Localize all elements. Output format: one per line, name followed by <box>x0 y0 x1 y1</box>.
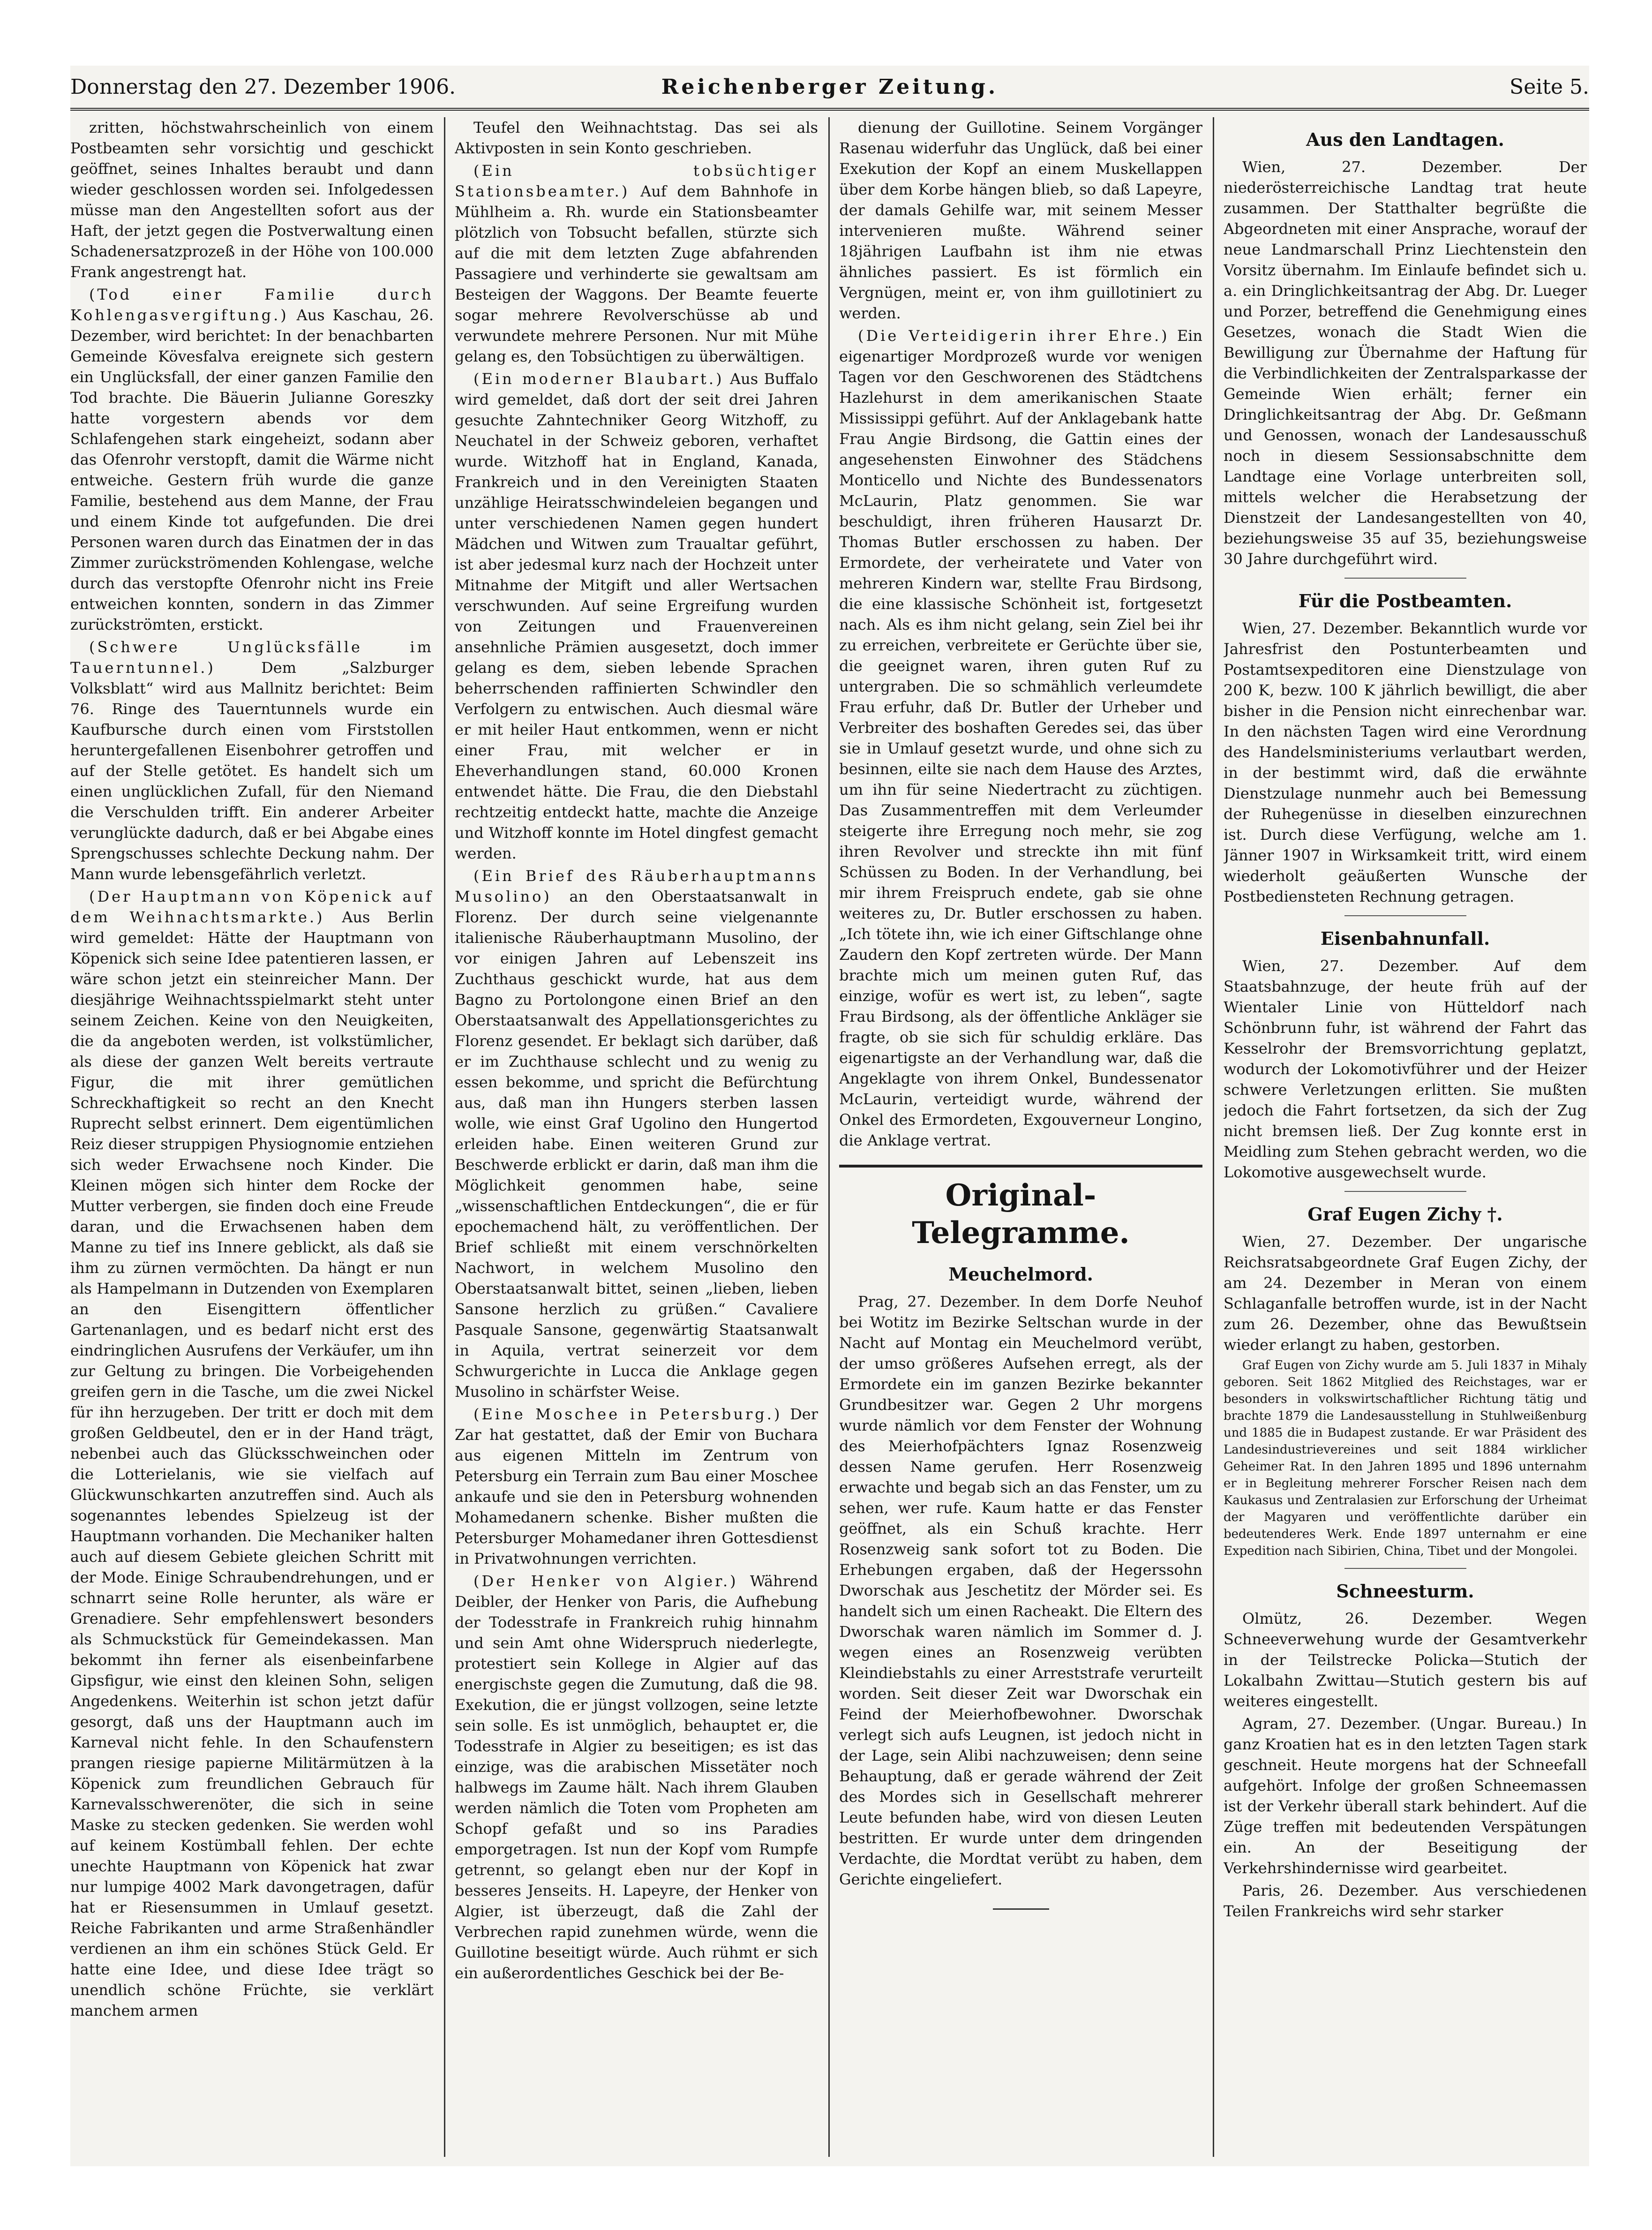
page-header <box>70 66 1589 111</box>
article-heading: (Ein Brief des Räuberhauptmanns Musolino) <box>455 867 818 905</box>
article-paragraph <box>70 284 434 635</box>
article-paragraph <box>839 325 1202 1151</box>
article-paragraph <box>70 886 434 2021</box>
section-divider <box>1344 578 1466 579</box>
article-paragraph: Wien, 27. Dezember. Der ungarische Reichsratsabgeordnete Graf Eugen Zichy, der am 24. Dezember in Meran von einem Schlaganfalle betroffen wurde, ist in der Nacht zum 26. Dezember, ohne das Bewußtsein wieder erlangt zu haben, gestorben. <box>1224 1233 1587 1354</box>
end-rule <box>993 1908 1049 1910</box>
section-heading: Graf Eugen Zichy †. <box>1307 1204 1503 1225</box>
column-divider <box>1213 117 1214 2157</box>
article-paragraph: Paris, 26. Dezember. Aus verschiedenen Teilen Frankreichs wird sehr starker <box>1224 1882 1587 1920</box>
article-paragraph: dienung der Guillotine. Seinem Vorgänger Rasenau widerfuhr das Unglück, daß bei einer Exekution der Kopf an einem Muskellappen über dem Korbe hängen blieb, so daß Lapeyre, der damals Gehilfe war, mit seinem Messer intervenieren mußte. Während seiner 18jährigen Laufbahn ist ihm nie etwas ähnliches passiert. Es ist förmlich ein Vergnügen, meint er, von ihm guillotiniert zu werden. <box>839 119 1202 322</box>
article-paragraph: Prag, 27. Dezember. In dem Dorfe Neuhof bei Wotitz im Bezirke Seltschan wurde in der Nacht auf Montag ein Meuchelmord verübt, der umso größeres Aufsehen erregt, als der Ermordete ein im ganzen Bezirke bekannter Grundbesitzer war. Gegen 2 Uhr morgens wurde nämlich vor dem Fenster der Wohnung des Meierhofpächters Ignaz Rosenzweig dessen Name gerufen. Herr Rosenzweig erwachte und begab sich an das Fenster, um zu sehen, wer rufe. Kaum hatte er das Fenster geöffnet, als ein Schuß krachte. Herr Rosenzweig sank sofort tot zu Boden. Die Erhebungen ergaben, daß der Hegerssohn Dworschak aus Jeschetitz der Mörder sei. Es handelt sich um einen Racheakt. Die Eltern des Dworschak waren nämlich im Sommer d. J. wegen eines an Rosenzweig verübten Kleindiebstahls zu einer Arreststrafe verurteilt worden. Seit dieser Zeit war Dworschak ein Feind der Meierhofbewohner. Dworschak verlegt sich aufs Leugnen, ist jedoch nicht in der Lage, sein Alibi nachzuweisen; denn seine Behauptung, daß er gerade während der Zeit des Mordes sich in Gesellschaft mehrerer Leute befunden habe, wird von diesen Leuten bestritten. Er wurde unter dem dringenden Verdachte, die Mordtat verübt zu haben, dem Gerichte eingeliefert. <box>839 1293 1202 1888</box>
article-paragraph: Agram, 27. Dezember. (Ungar. Bureau.) In ganz Kroatien hat es in den letzten Tagen stark geschneit. Heute morgens hat der Schneefall aufgehört. Infolge der großen Schneemassen ist der Verkehr überall stark behindert. Auf die Züge treffen mit bedeutenden Verspätungen ein. An der Beseitigung der Verkehrshindernisse wird gearbeitet. <box>1224 1715 1587 1877</box>
article-paragraph: Olmütz, 26. Dezember. Wegen Schneeverwehung wurde der Gesamtverkehr in der Teilstrecke Policka—Stutich der Lokalbahn Zwittau—Stutich gestern bis auf weiteres eingestellt. <box>1224 1610 1587 1710</box>
article-text: Der Zar hat gestattet, daß der Emir von Buchara aus eigenen Mitteln im Zentrum von Petersburg ein Terrain zum Bau einer Moschee ankaufe und sie den in Petersburg wohnenden Mohamedanern schenke. Bisher mußten die Petersburger Mohamedaner ihren Gottesdienst in Privatwohnungen verrichten. <box>455 1405 818 1567</box>
section-divider <box>1344 1568 1466 1569</box>
article-text: Aus Berlin wird gemeldet: Hätte der Hauptmann von Köpenick sich seine Idee patentieren lassen, er wäre schon jetzt ein steinreicher Mann. Der diesjährige Weihnachtsspielmarkt steht unter seinem Zeichen. Keine von den Neuigkeiten, die da angeboten werden, ist volkstümlicher, als diese der ganzen Welt bereits vertraute Figur, die mit ihrer gemütlichen Schreckhaftigkeit so recht an den Knecht Ruprecht selbst erinnert. Dem eigentümlichen Reiz dieser struppigen Physiognomie entziehen sich weder Erwachsene noch Kinder. Die Kleinen mögen sich hinter dem Rocke der Mutter verbergen, sie finden doch eine Freude daran, und die Erwachsenen haben dem Manne zu tief ins Innere geblickt, als daß sie ihm zu zürnen vermöchten. Da hängt er nun als Hampelmann in Dutzenden von Exemplaren an den Eisengittern öffentlicher Gartenanlagen, und es bedarf nicht erst des eindringlichen Ausrufens der Verkäufer, um ihn zur Geltung zu bringen. Die Vorbeigehenden greifen gern in die Tasche, um die zwei Nickel für ihn herzugeben. Der tritt er doch mit dem großen Geldbeutel, den er in der Hand trägt, nebenbei auch das Glücksschweinchen oder die Lotterielanis, wie sie vielfach auf Glückwunschkarten anzutreffen sind. Auch als sogenanntes lebendes Spielzeug ist der Hauptmann vorhanden. Die Mechaniker halten auch auf diesem Gebiete gleichen Schritt mit der Mode. Einige Schraubendrehungen, und er schnarrt seine Rolle herunter, als wäre er Grenadiere. Sehr empfehlenswert besonders als Schmuckstück für Gemeindekassen. Man bekommt ihn ferner als eisenbeinfarbene Gipsfigur, wie einst den kleinen Sohn, seligen Angedenkens. Weiterhin ist schon jetzt dafür gesorgt, daß uns der Hauptmann auch im Karneval nicht fehle. In den Schaufenstern prangen riesige papierne Militärmützen à la Köpenick zum freundlichen Gebrauch für Karnevalsschwerenöter, die sich in seine Maske zu stecken gedenken. Sie werden wohl auf keinem Kostümball fehlen. Der echte unechte Hauptmann von Köpenick hat zwar nur lumpige 4002 Mark davongetragen, dafür hat er Riesensummen in Umlauf gesetzt. Reiche Fabrikanten und arme Straßenhändler verdienen an ihm ein schönes Stück Geld. Er hatte eine Idee, und diese Idee trägt so unendlich schöne Früchte, sie verklärt manchem armen <box>70 908 434 2019</box>
article-paragraph <box>455 1404 818 1569</box>
article-text: an den Oberstaatsanwalt in Florenz. Der durch seine vielgenannte italienische Räuberhauptmann Musolino, der vor einigen Jahren auf Lebenszeit ins Zuchthaus geschickt wurde, hat aus dem Bagno zu Portolongone einen Brief an den Oberstaatsanwalt des Appellationsgerichtes zu Florenz gesendet. Er beklagt sich darüber, daß er im Zuchthause schlecht und zu wenig zu essen bekomme, und spricht die Befürchtung aus, daß man ihn Hungers sterben lassen wolle, wie einst Graf Ugolino den Hungertod erleiden habe. Einen weiteren Grund zur Beschwerde erblickt er darin, daß man ihm die Möglichkeit genommen habe, seine „wissenschaftlichen Entdeckungen“, die er für epochemachend hält, zu veröffentlichen. Der Brief schließt mit einem verschnörkelten Nachwort, in welchem Musolino den Oberstaatsanwalt bittet, seinen „lieben, lieben Sansone herzlich zu grüßen.“ Cavaliere Pasquale Sansone, gegenwärtig Staatsanwalt in Aquila, vertrat seinerzeit vor dem Schwurgerichte in Lucca die Anklage gegen Musolino in schärfster Weise. <box>455 888 818 1401</box>
section-divider <box>1344 915 1466 916</box>
article-paragraph <box>70 637 434 884</box>
article-paragraph <box>455 160 818 367</box>
article-heading: (Tod einer Familie durch Kohlengasvergiftung.) <box>70 286 434 324</box>
article-paragraph <box>455 1571 818 1983</box>
column-1 <box>70 117 434 2157</box>
section-heading: Eisenbahnunfall. <box>1320 928 1490 949</box>
article-heading: (Schwere Unglücksfälle im Tauerntunnel.) <box>70 638 434 677</box>
article-heading: (Die Verteidigerin ihrer Ehre.) <box>858 327 1170 345</box>
section-heading: Aus den Landtagen. <box>1306 129 1504 150</box>
article-text: Während Deibler, der Henker von Paris, die Aufhebung der Todesstrafe in Frankreich ruhig hinnahm und sein Amt ohne Widerspruch niederlegte, protestiert sein Kollege in Algier auf das energischste gegen die Zumutung, daß die 98. Exekution, die er jüngst vollzogen, seine letzte sein solle. Es ist unmöglich, behauptet er, die Todesstrafe in Algier zu beseitigen; es ist das einzige, was die arabischen Missetäter noch halbwegs im Zaume hält. Nach ihrem Glauben werden nämlich die Toten vom Propheten am Schopf gefaßt und so ins Paradies emporgetragen. Ist nun der Kopf vom Rumpfe getrennt, so gelangt eben nur der Kopf in besseres Jenseits. H. Lapeyre, der Henker von Algier, ist überzeugt, daß die Zahl der Verbrechen rapid zunehmen würde, wenn die Guillotine beseitigt würde. Auch rühmt er sich ein außerordentliches Geschick bei der Be- <box>455 1572 818 1982</box>
newspaper-page <box>70 66 1589 2166</box>
article-text: Aus Buffalo wird gemeldet, daß dort der seit drei Jahren gesuchte Zahntechniker Georg Witzhoff, zu Neuchatel in der Schweiz geboren, verhaftet wurde. Witzhoff hat in England, Kanada, Frankreich und in den Vereinigten Staaten unzählige Heiratsschwindeleien begangen und unter verschiedenen Namen gegen hundert Mädchen und Witwen zum Traualtar geführt, ist aber jedesmal kurz nach der Hochzeit unter Mitnahme der Mitgift und aller Wertsachen verschwunden. Auf seine Ergreifung wurden von Zeitungen und Frauenvereinen ansehnliche Prämien ausgesetzt, doch immer gelang es dem, sieben lebende Sprachen beherrschenden raffinierten Schwindler den Verfolgern zu entwischen. Auch diesmal wäre er mit heiler Haut entkommen, wenn er nicht einer Frau, mit welcher er in Eheverhandlungen stand, 60.000 Kronen entwendet hätte. Die Frau, die den Diebstahl rechtzeitig entdeckt hatte, machte die Anzeige und Witzhoff konnte im Hotel dingfest gemacht werden. <box>455 370 818 862</box>
article-paragraph <box>455 369 818 864</box>
page-number: Seite 5. <box>1509 75 1589 99</box>
article-heading: (Der Hauptmann von Köpenick auf dem Weihnachtsmarkte.) <box>70 888 434 926</box>
article-heading: (Der Henker von Algier.) <box>473 1572 738 1590</box>
section-heading: Schneesturm. <box>1336 1581 1474 1602</box>
article-text: Auf dem Bahnhofe in Mühlheim a. Rh. wurde ein Stationsbeamter plötzlich von Tobsucht befallen, stürzte sich auf die mit dem letzten Zuge abfahrenden Passagiere und verhinderte sie gewaltsam am Besteigen der Waggons. Der Beamte feuerte sogar mehrere Revolverschüsse ab und verwundete mehrere Personen. Nur mit Mühe gelang es, den Tobsüchtigen zu überwältigen. <box>455 182 818 365</box>
article-text: Dem „Salzburger Volksblatt“ wird aus Mallnitz berichtet: Beim 76. Ringe des Tauerntunnels wurde ein Kaufbursche durch einen vom Firststollen heruntergefallenen Eisenbohrer getroffen und auf der Stelle getötet. Es handelt sich um einen unglücklichen Zufall, für den Niemand die Verschulden trifft. Ein anderer Arbeiter verunglückte dadurch, daß er bei Abgabe eines Sprengschusses schlechte Deckung nahm. Der Mann wurde lebensgefährlich verletzt. <box>70 659 434 883</box>
article-paragraph: Teufel den Weihnachtstag. Das sei als Aktivposten in sein Konto geschrieben. <box>455 119 818 157</box>
article-paragraph: zritten, höchstwahrscheinlich von einem Postbeamten sehr vorsichtig und geschickt geöffnet, seines Inhaltes beraubt und dann wieder geschlossen worden sei. Infolgedessen müsse man den Angestellten sofort aus der Haft, der jetzt gegen die Postverwaltung einen Schadenersatzprozeß in der Höhe von 100.000 Frank angestrengt hat. <box>70 119 434 281</box>
header-date: Donnerstag den 27. Dezember 1906. <box>70 75 456 99</box>
article-heading: (Ein moderner Blaubart.) <box>473 370 724 388</box>
column-3 <box>839 117 1202 2157</box>
article-text: Ein eigenartiger Mordprozeß wurde vor wenigen Tagen vor den Geschworenen des Städtchens Hazlehurst in dem amerikanischen Staate Mississippi geführt. Auf der Anklagebank hatte Frau Angie Birdsong, die Gattin eines der angesehensten Einwohner des Städchens Monticello und Nichte des Bundessenators McLaurin, Platz genommen. Sie war beschuldigt, ihren früheren Hausarzt Dr. Thomas Butler erschossen zu haben. Der Ermordete, der verheiratete und Vater von mehreren Kindern war, stellte Frau Birdsong, die eine klassische Schönheit ist, fortgesetzt nach. Als es ihm nicht gelang, sein Ziel bei ihr zu erreichen, verbreitete er Gerüchte über sie, die geeignet waren, ihren guten Ruf zu untergraben. Die so schmählich verleumdete Frau erfuhr, daß Dr. Butler der Urheber und Verbreiter des boshaften Geredes sei, das über sie in Umlauf gesetzt wurde, und ohne sich zu besinnen, eilte sie nach dem Hause des Arztes, um ihn für seine Niedertracht zu züchtigen. Das Zusammentreffen mit dem Verleumder steigerte ihre Erregung noch mehr, sie zog ihren Revolver und streckte ihn mit fünf Schüssen zu Boden. In der Verhandlung, bei mir ihrem Freispruch endete, gab sie ohne weiteres zu, Dr. Butler erschossen zu haben. „Ich tötete ihn, wie ich einer Giftschlange ohne Zaudern den Kopf zertreten würde. Der Mann brachte mich um meinen guten Ruf, das einzige, wofür es wert ist, zu leben“, sagte Frau Birdsong, als der öffentliche Ankläger sie fragte, ob sie sich für schuldig erkläre. Das eigenartigste an der Verhandlung war, daß die Angeklagte von ihrem Onkel, Bundessenator McLaurin, verteidigt wurde, während der Onkel des Ermordeten, Exgouverneur Longino, die Anklage vertrat. <box>839 327 1202 1149</box>
column-4 <box>1224 117 1587 2157</box>
article-heading: (Ein tobsüchtiger Stationsbeamter.) <box>455 162 818 200</box>
article-paragraph: Wien, 27. Dezember. Auf dem Staatsbahnzuge, der heute früh auf der Wientaler Linie von Hütteldorf nach Schönbrunn fuhr, ist während der Fahrt das Kesselrohr der Bremsvorrichtung geplatzt, wodurch der Lokomotivführer und der Heizer schwere Verletzungen erlitten. Sie mußten jedoch die Fahrt fortsetzen, da sich der Zug nicht bremsen ließ. Der Zug konnte erst in Meidling zum Stehen gebracht werden, wo die Lokomotive ausgewechselt wurde. <box>1224 957 1587 1181</box>
section-heading: Meuchelmord. <box>948 1264 1093 1285</box>
section-heading: Für die Postbeamten. <box>1298 590 1512 611</box>
column-2 <box>455 117 818 2157</box>
section-divider <box>1344 1191 1466 1192</box>
column-divider <box>444 117 445 2157</box>
column-divider <box>828 117 830 2157</box>
article-paragraph <box>455 866 818 1402</box>
newspaper-title: Reichenberger Zeitung. <box>661 75 999 99</box>
article-text: Aus Kaschau, 26. Dezember, wird berichtet: In der benachbarten Gemeinde Kövesfalva ereignete sich gestern ein Unglücksfall, der einer ganzen Familie den Tod brachte. Die Bäuerin Julianne Goreszky hatte vorgestern abends vor dem Schlafengehen stark eingeheizt, sodann aber das Ofenrohr verstopft, damit die Wärme nicht entweiche. Gestern früh wurde die ganze Familie, bestehend aus dem Manne, der Frau und einem Kinde tot aufgefunden. Die drei Personen waren durch das Einatmen der in das Zimmer zurückströmenden Kohlengase, welche durch das verstopfte Ofenrohr nicht ins Freie entweichen konnten, sondern in das Zimmer zurückströmten, erstickt. <box>70 306 434 633</box>
telegrams-section-title: Original-Telegramme. <box>839 1165 1202 1252</box>
article-paragraph: Graf Eugen von Zichy wurde am 5. Juli 1837 in Mihaly geboren. Seit 1862 Mitglied des Reichstages, war er besonders in volkswirtschaftlicher Richtung tätig und brachte 1879 die Landesausstellung in Stuhlweißenburg und 1885 die in Budapest zustande. Er war Präsident des Landesindustrievereines und seit 1884 wirklicher Geheimer Rat. In den Jahren 1895 und 1896 unternahm er in Begleitung mehrerer Forscher Reisen nach dem Kaukasus und Zentralasien zur Erforschung der Urheimat der Magyaren und veröffentlichte darüber ein bedeutenderes Werk. Ende 1897 unternahm er eine Expedition nach Sibirien, China, Tibet und der Mongolei. <box>1224 1358 1587 1558</box>
article-paragraph: Wien, 27. Dezember. Der niederösterreichische Landtag trat heute zusammen. Der Statthalter begrüßte die Abgeordneten mit einer Ansprache, worauf der neue Landmarschall Prinz Liechtenstein den Vorsitz übernahm. Im Einlaufe befindet sich u. a. ein Dringlichkeitsantrag der Abg. Dr. Lueger und Porzer, betreffend die Genehmigung eines Gesetzes, wonach die Stadt Wien die Bewilligung zur Übernahme der Haftung für die Verbindlichkeiten der Zentralsparkasse der Gemeinde Wien erhält; ferner ein Dringlichkeitsantrag der Abg. Dr. Geßmann und Genossen, wonach der Landesausschuß noch in diesem Sessionsabschnitte dem Landtage eine Vorlage unterbreiten soll, mittels welcher die Herabsetzung der Dienstzeit der Landesangestellten von 40, beziehungsweise 35 auf 35, beziehungsweise 30 Jahre durchgeführt wird. <box>1224 158 1587 568</box>
article-heading: (Eine Moschee in Petersburg.) <box>473 1405 782 1423</box>
article-paragraph: Wien, 27. Dezember. Bekanntlich wurde vor Jahresfrist den Postunterbeamten und Postamtsexpeditoren eine Dienstzulage von 200 K, bezw. 100 K jährlich bewilligt, die aber bisher in die Pension nicht einrechenbar war. In den nächsten Tagen wird eine Verordnung des Handelsministeriums verlautbart werden, in der bestimmt wird, daß die erwähnte Dienstzulage nunmehr auch bei Bemessung der Ruhegenüsse in dieselben einzurechnen ist. Durch diese Verfügung, welche am 1. Jänner 1907 in Wirksamkeit tritt, wird einem wiederholt geäußerten Wunsche der Postbediensteten Rechnung getragen. <box>1224 619 1587 905</box>
